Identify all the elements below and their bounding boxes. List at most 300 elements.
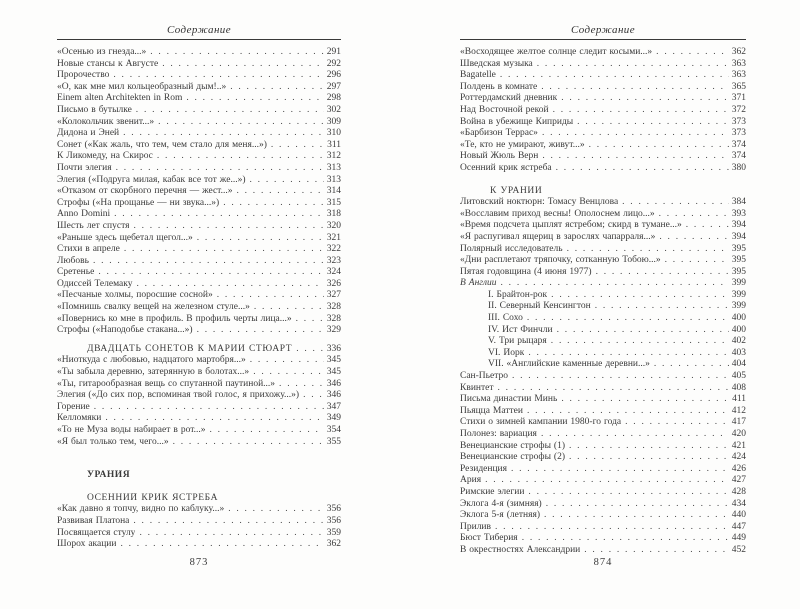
- toc-page-right: [460, 24, 746, 594]
- toc-entry-title: Строфы («На прощанье — ни звука...»): [57, 197, 220, 208]
- toc-entry-title: Пьяцца Матте́и: [460, 405, 523, 416]
- dot-leader: [686, 220, 729, 232]
- toc-entry-page: 315: [326, 197, 341, 208]
- toc-entry-page: 321: [326, 232, 341, 243]
- toc-entry: [460, 301, 746, 313]
- dot-leader: [254, 302, 324, 314]
- toc-entry: [460, 82, 746, 94]
- toc-entry-title: Резиденция: [460, 463, 507, 474]
- toc-entry: [460, 464, 746, 476]
- toc-entry-title: Стихи о зимней кампании 1980-го года: [460, 417, 622, 428]
- toc-entry-title: Развивая Платона: [57, 515, 130, 526]
- toc-entry-page: 320: [326, 220, 341, 231]
- toc-entry: [460, 47, 746, 59]
- toc-entry: [460, 475, 746, 487]
- toc-entry-title: Стихи в апреле: [57, 244, 120, 255]
- toc-entry-title: Строфы («Наподобье стакана...»): [57, 325, 193, 336]
- dot-leader: [150, 47, 323, 59]
- toc-entry-page: 384: [731, 197, 746, 208]
- toc-entry-title: «Как давно я топчу, видно по каблуку...»: [57, 504, 225, 515]
- toc-entry-page: 345: [326, 367, 341, 378]
- toc-entry: [460, 394, 746, 406]
- toc-entry: [57, 528, 341, 540]
- toc-entry-page: 313: [326, 162, 341, 173]
- toc-entry: [460, 383, 746, 395]
- dot-leader: [522, 533, 729, 545]
- dot-leader: [656, 47, 729, 59]
- dot-leader: [500, 70, 729, 82]
- toc-entry: [460, 487, 746, 499]
- toc-entry: [57, 279, 341, 291]
- toc-entry-page: 312: [326, 151, 341, 162]
- toc-entry: [57, 437, 341, 449]
- toc-entry-title: В Англии: [460, 278, 497, 289]
- toc-entry-page: 400: [731, 324, 746, 335]
- toc-entry: [57, 402, 341, 414]
- toc-entry-title: Полдень в комнате: [460, 81, 538, 92]
- toc-entry-page: 363: [731, 70, 746, 81]
- dot-leader: [158, 117, 324, 129]
- toc-entry-page: 313: [326, 174, 341, 185]
- dot-leader: [197, 325, 324, 337]
- toc-entry-page: 394: [731, 220, 746, 231]
- toc-entry-title: Римские элегии: [460, 486, 525, 497]
- toc-entry: [460, 441, 746, 453]
- dot-leader: [120, 539, 323, 551]
- toc-entry-title: Полярный исследователь: [460, 243, 563, 254]
- toc-entry-title: I. Брайтон-рок: [488, 289, 548, 300]
- dot-leader: [537, 59, 729, 71]
- toc-entry: [57, 221, 341, 233]
- toc-entry-page: 399: [731, 289, 746, 300]
- toc-entry-page: 345: [326, 355, 341, 366]
- toc-entry-title: «Песчаные холмы, поросшие сосной»: [57, 290, 213, 301]
- toc-entry-title: «О, как мне мил кольцеобразный дым!..»: [57, 81, 227, 92]
- toc-entry-title: Пророчество: [57, 70, 110, 81]
- toc-entry-page: 336: [326, 343, 341, 354]
- toc-entry-page: 296: [326, 70, 341, 81]
- toc-entry-title: Война в убежище Киприды: [460, 116, 574, 127]
- dot-leader: [569, 441, 729, 453]
- toc-entry: [57, 355, 341, 367]
- toc-entry-title: Келломяки: [57, 413, 102, 424]
- toc-entry-page: 302: [326, 104, 341, 115]
- toc-entry-title: Письмо в бутылке: [57, 104, 132, 115]
- toc-entry-page: 427: [731, 475, 746, 486]
- toc-entry-page: 373: [731, 128, 746, 139]
- dot-leader: [551, 336, 729, 348]
- dot-leader: [157, 151, 324, 163]
- dot-leader: [105, 413, 323, 425]
- toc-entry-title: «Раньше здесь щебетал щегол...»: [57, 232, 193, 243]
- toc-entry-title: Посвящается стулу: [57, 527, 136, 538]
- toc-entry-page: 324: [326, 267, 341, 278]
- toc-entry: [460, 93, 746, 105]
- toc-entry-page: 405: [731, 371, 746, 382]
- toc-entry-page: 363: [731, 58, 746, 69]
- dot-leader: [250, 355, 324, 367]
- toc-entry-page: 408: [731, 382, 746, 393]
- toc-entry-title: «Отказом от скорбного перечня — жест...»: [57, 186, 233, 197]
- toc-entry-page: 298: [326, 93, 341, 104]
- toc-entry: [57, 93, 341, 105]
- toc-entry-title: Шорох акации: [57, 539, 117, 550]
- toc-entry: [460, 545, 746, 557]
- toc-entry-title: Элегия («До сих пор, вспоминая твой голос, я прихожу...»): [57, 390, 300, 401]
- toc-entry-page: 346: [326, 390, 341, 401]
- toc-entry: [460, 163, 746, 175]
- toc-entry: [57, 256, 341, 268]
- toc-entry-page: 309: [326, 116, 341, 127]
- toc-entry-title: Сретенье: [57, 267, 95, 278]
- toc-entry: [57, 233, 341, 245]
- toc-entry-title: Почти элегия: [57, 162, 112, 173]
- toc-entry-title: «То не Муза воды набирает в рот...»: [57, 425, 206, 435]
- toc-entry-title: Одиссей Телемаку: [57, 278, 133, 289]
- toc-entry-title: К Ликомеду, на Скирос: [57, 151, 153, 162]
- running-head-title: Содержание: [570, 24, 635, 36]
- toc-entry-page: 371: [731, 93, 746, 104]
- toc-entry-title: Пятая годовщина (4 июня 1977): [460, 266, 592, 277]
- dot-leader: [511, 464, 729, 476]
- running-head: [57, 24, 341, 40]
- dot-leader: [124, 244, 324, 256]
- toc-entry-page: 374: [731, 151, 746, 162]
- toc-entry: [57, 47, 341, 59]
- dot-leader: [237, 186, 324, 198]
- toc-entry-page: 362: [731, 47, 746, 57]
- toc-entry: [57, 151, 341, 163]
- dot-leader: [541, 429, 729, 441]
- toc-entry-title: V. Три рыцаря: [488, 336, 547, 347]
- toc-entry: [460, 255, 746, 267]
- toc-entry: [57, 504, 341, 516]
- toc-entry-title: III. Сохо: [488, 313, 523, 324]
- toc-entry-title: Новые стансы к Августе: [57, 58, 159, 69]
- toc-entry: [460, 128, 746, 140]
- toc-entry: [57, 117, 341, 129]
- dot-leader: [546, 499, 729, 511]
- toc-entry-title: «Я распугивал ящериц в зарослях чапарраля...»: [460, 231, 656, 242]
- toc-entry: [460, 522, 746, 534]
- dot-leader: [230, 82, 324, 94]
- toc-entry-page: 311: [327, 139, 341, 150]
- toc-entry-title: «Барбизон Террас»: [460, 128, 538, 139]
- running-head: [460, 24, 746, 40]
- dot-leader: [98, 267, 323, 279]
- toc-entry: [460, 117, 746, 129]
- toc-entries-right: [460, 47, 746, 557]
- toc-entry-page: 394: [731, 231, 746, 242]
- dot-leader: [589, 140, 729, 152]
- dot-leader: [113, 70, 323, 82]
- dot-leader: [228, 504, 324, 516]
- toc-entry-title: IV. Ист Финчли: [488, 324, 553, 335]
- toc-entry-title: «Ниоткуда с любовью, надцатого мартобря...»: [57, 355, 246, 366]
- toc-entry-page: 365: [731, 81, 746, 92]
- toc-entry-page: 399: [731, 301, 746, 312]
- toc-entry-title: ДВАДЦАТЬ СОНЕТОВ К МАРИИ СТЮАРТ: [87, 343, 293, 354]
- toc-entry-page: 395: [731, 266, 746, 277]
- toc-entry-page: 297: [326, 81, 341, 92]
- toc-entry-page: 434: [731, 498, 746, 509]
- toc-entry-page: 292: [326, 58, 341, 69]
- dot-leader: [596, 267, 729, 279]
- toc-entry-title: «Восходящее желтое солнце следит косыми...»: [460, 47, 653, 57]
- toc-entry-page: 372: [731, 104, 746, 115]
- dot-leader: [271, 140, 324, 152]
- toc-entry: [57, 539, 341, 551]
- toc-entry-page: 380: [731, 162, 746, 173]
- toc-entry-title: VII. «Английские каменные деревни...»: [488, 359, 650, 370]
- toc-entry-page: 327: [326, 290, 341, 301]
- dot-leader: [577, 117, 729, 129]
- toc-section-header: [57, 470, 341, 482]
- toc-entry-title: Литовский ноктюрн: Томасу Венцлова: [460, 197, 619, 208]
- toc-entry: [460, 278, 746, 290]
- toc-entry-title: Элегия («Подруга милая, кабак все тот же...»): [57, 174, 246, 185]
- dot-leader: [527, 313, 729, 325]
- toc-entry-title: «Те, кто не умирают, живут...»: [460, 139, 585, 150]
- dot-leader: [173, 437, 324, 449]
- toc-entry: [460, 325, 746, 337]
- toc-entry-title: VI. Йорк: [488, 347, 525, 358]
- running-head-title: Содержание: [166, 24, 231, 36]
- toc-entry-title: «Помнишь свалку вещей на железном стуле...»: [57, 302, 250, 313]
- toc-entry: [57, 209, 341, 221]
- toc-entry-page: 404: [731, 359, 746, 370]
- dot-leader: [551, 290, 729, 302]
- toc-entry-page: 356: [326, 504, 341, 515]
- toc-entry-title: Письма династии Минь: [460, 394, 558, 405]
- toc-entry-page: 452: [731, 544, 746, 555]
- toc-entry-title: «Я был только тем, чего...»: [57, 436, 169, 447]
- toc-entry-page: 424: [731, 452, 746, 463]
- toc-entry-page: 347: [326, 401, 341, 412]
- toc-entry: [57, 390, 341, 402]
- toc-entry-page: 428: [731, 486, 746, 497]
- toc-entry: [460, 336, 746, 348]
- toc-entry: [460, 417, 746, 429]
- dot-leader: [654, 359, 729, 371]
- toc-entry-page: 356: [326, 515, 341, 526]
- toc-entry-page: 449: [731, 533, 746, 544]
- toc-entry-title: Венецианские строфы (2): [460, 452, 566, 463]
- toc-entry-title: Bagatelle: [460, 70, 496, 81]
- toc-entry-page: 421: [731, 440, 746, 451]
- toc-entry-page: 402: [731, 336, 746, 347]
- dot-leader: [556, 163, 729, 175]
- dot-leader: [296, 344, 324, 356]
- toc-entry: [460, 429, 746, 441]
- toc-entry-title: Бюст Тиберия: [460, 533, 518, 544]
- toc-entry-page: 399: [731, 278, 746, 289]
- toc-entry: [57, 163, 341, 175]
- toc-entry-page: 326: [326, 278, 341, 289]
- dot-leader: [584, 545, 729, 557]
- dot-leader: [567, 244, 729, 256]
- toc-entry-title: Любовь: [57, 255, 89, 266]
- toc-entry: [460, 406, 746, 418]
- toc-entry: [57, 267, 341, 279]
- toc-entry: [57, 175, 341, 187]
- toc-entry-page: 328: [326, 302, 341, 313]
- dot-leader: [665, 255, 729, 267]
- dot-leader: [197, 233, 324, 245]
- toc-entry-page: 411: [732, 394, 746, 405]
- dot-leader: [133, 221, 323, 233]
- toc-entry: [460, 209, 746, 221]
- toc-entry-page: 395: [731, 255, 746, 266]
- toc-entry: [57, 302, 341, 314]
- toc-entry: [460, 232, 746, 244]
- dot-leader: [544, 510, 729, 522]
- toc-entry: [460, 533, 746, 545]
- toc-entry: [57, 413, 341, 425]
- toc-entry-page: 323: [326, 255, 341, 266]
- dot-leader: [561, 394, 729, 406]
- toc-entry-page: 373: [731, 116, 746, 127]
- dot-leader: [217, 290, 324, 302]
- toc-entry-page: 420: [731, 429, 746, 439]
- toc-entry-page: 403: [731, 347, 746, 358]
- toc-entry: [57, 379, 341, 391]
- toc-entry-title: «Повернись ко мне в профиль. В профиль черты лица...»: [57, 313, 292, 324]
- toc-entry-title: Прилив: [460, 521, 492, 532]
- toc-entry-page: 329: [326, 325, 341, 336]
- toc-entry: [460, 244, 746, 256]
- toc-entry-page: 417: [731, 417, 746, 428]
- toc-entry-page: 362: [326, 539, 341, 550]
- toc-entry-title: К УРАНИИ: [490, 185, 543, 196]
- toc-entry-page: 310: [326, 128, 341, 139]
- toc-entry-title: Эклога 5-я (летняя): [460, 510, 540, 521]
- toc-entry: [57, 59, 341, 71]
- toc-entry: [460, 220, 746, 232]
- toc-entry: [460, 499, 746, 511]
- toc-entry-title: «Осенью из гнезда...»: [57, 47, 147, 57]
- toc-page-left: [57, 24, 341, 594]
- toc-entry: [460, 105, 746, 117]
- toc-entry-title: Горение: [57, 401, 90, 412]
- dot-leader: [137, 279, 324, 291]
- dot-leader: [541, 82, 728, 94]
- toc-entry-title: «Ты забыла деревню, затерянную в болотах...»: [57, 367, 250, 378]
- dot-leader: [561, 93, 728, 105]
- toc-entry-title: II. Северный Кенсингтон: [488, 301, 591, 312]
- dot-leader: [114, 209, 324, 221]
- toc-entry: [57, 82, 341, 94]
- dot-leader: [123, 128, 324, 140]
- dot-leader: [223, 198, 324, 210]
- toc-entry-title: Einem alten Architekten in Rom: [57, 93, 183, 104]
- toc-entry-title: Шесть лет спустя: [57, 220, 130, 231]
- toc-entry-title: Ария: [460, 475, 482, 486]
- toc-entry: [57, 344, 341, 356]
- toc-entry: [57, 70, 341, 82]
- dot-leader: [139, 528, 323, 540]
- dot-leader: [501, 278, 729, 290]
- dot-leader: [542, 128, 729, 140]
- dot-leader: [485, 475, 729, 487]
- toc-entry-page: 359: [326, 527, 341, 538]
- toc-entry-page: 412: [731, 405, 746, 416]
- dot-leader: [528, 487, 728, 499]
- toc-entry: [57, 244, 341, 256]
- dot-leader: [622, 197, 729, 209]
- dot-leader: [495, 522, 729, 534]
- toc-entry-page: 374: [731, 139, 746, 150]
- toc-section-header: [460, 186, 746, 198]
- toc-entry-title: Над Восточной рекой: [460, 104, 549, 115]
- toc-entry-title: Сонет («Как жаль, что тем, чем стало для меня...»): [57, 139, 267, 150]
- toc-entry: [460, 359, 746, 371]
- toc-entry: [57, 425, 341, 437]
- dot-leader: [250, 175, 324, 187]
- toc-entry-page: 328: [326, 313, 341, 324]
- toc-entry-title: Осенний крик ястреба: [460, 162, 552, 173]
- toc-entry-title: «Колокольчик звенит...»: [57, 116, 155, 127]
- toc-entry-title: Венецианские строфы (1): [460, 440, 566, 451]
- toc-entry-page: 426: [731, 463, 746, 474]
- dot-leader: [595, 301, 729, 313]
- toc-entry-page: 395: [731, 243, 746, 254]
- toc-entries-left: [57, 47, 341, 551]
- toc-entry-page: 440: [731, 510, 746, 521]
- dot-leader: [253, 367, 324, 379]
- toc-entry-title: УРАНИЯ: [87, 470, 131, 481]
- toc-entry-title: «Ты, гитарообразная вещь со спутанной паутиной...»: [57, 378, 276, 389]
- toc-entry-page: 322: [326, 244, 341, 255]
- dot-leader: [527, 406, 729, 418]
- toc-entry: [460, 59, 746, 71]
- toc-entry: [460, 313, 746, 325]
- dot-leader: [210, 425, 324, 437]
- toc-entry: [57, 186, 341, 198]
- toc-entry: [460, 371, 746, 383]
- toc-entry-page: 355: [326, 436, 341, 447]
- toc-entry: [460, 151, 746, 163]
- toc-entry: [460, 197, 746, 209]
- dot-leader: [528, 348, 728, 360]
- toc-entry-title: Anno Domini: [57, 209, 111, 220]
- toc-entry: [57, 367, 341, 379]
- toc-entry-title: В окрестностях Александрии: [460, 544, 581, 555]
- dot-leader: [498, 383, 729, 395]
- toc-entry: [460, 510, 746, 522]
- toc-entry-title: «Время подсчета цыплят ястребом; скирд в тумане...»: [460, 220, 682, 231]
- dot-leader: [279, 379, 324, 391]
- toc-entry: [57, 325, 341, 337]
- dot-leader: [136, 105, 324, 117]
- toc-entry-title: Шведская музыка: [460, 58, 533, 69]
- toc-section-header: [57, 493, 341, 505]
- toc-entry-title: Эклога 4-я (зимняя): [460, 498, 542, 509]
- dot-leader: [542, 151, 728, 163]
- toc-entry: [460, 267, 746, 279]
- toc-entry: [57, 128, 341, 140]
- toc-entry-page: 346: [326, 378, 341, 389]
- toc-entry-page: 354: [326, 425, 341, 435]
- dot-leader: [116, 163, 324, 175]
- toc-entry-page: 400: [731, 313, 746, 324]
- dot-leader: [133, 516, 323, 528]
- toc-entry-title: Квинтет: [460, 382, 494, 393]
- toc-entry-page: 447: [731, 521, 746, 532]
- toc-entry: [57, 314, 341, 326]
- dot-leader: [553, 105, 729, 117]
- toc-entry-title: Дидона и Эней: [57, 128, 120, 139]
